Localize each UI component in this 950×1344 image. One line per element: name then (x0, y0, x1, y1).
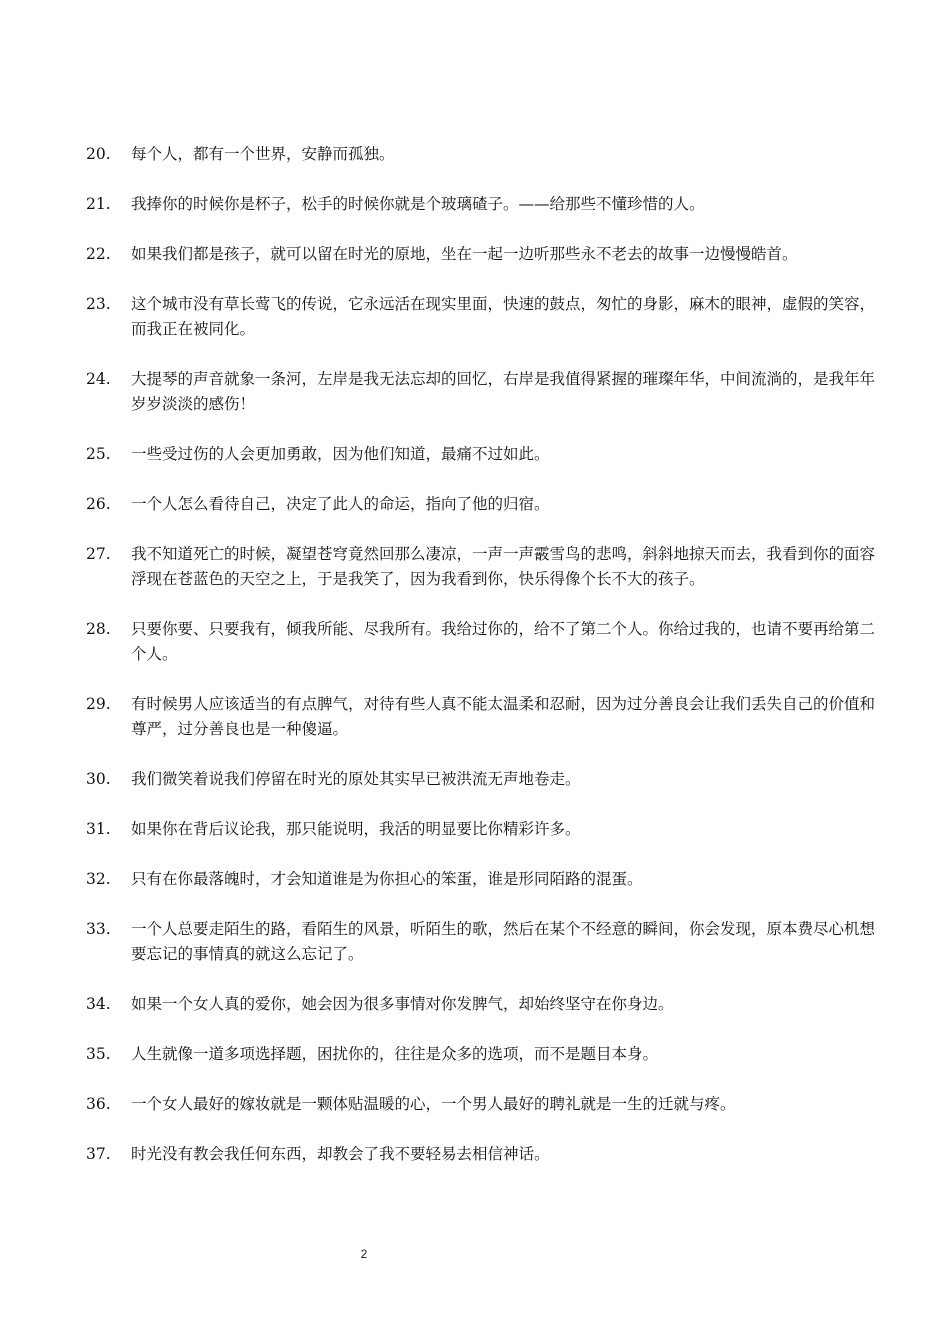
item-text: 如果我们都是孩子，就可以留在时光的原地，坐在一起一边听那些永不老去的故事一边慢慢皓首。 (131, 245, 798, 263)
list-item (86, 767, 876, 792)
list-item (86, 817, 876, 842)
item-text: 人生就像一道多项选择题，困扰你的，往往是众多的选项，而不是题目本身。 (131, 1045, 659, 1063)
list-item (86, 992, 876, 1017)
item-number: 29. (86, 695, 111, 713)
item-text: 这个城市没有草长莺飞的传说，它永远活在现实里面，快速的鼓点，匆忙的身影，麻木的眼神，虚假的笑容，而我正在被同化。 (131, 295, 876, 338)
item-text: 我们微笑着说我们停留在时光的原处其实早已被洪流无声地卷走。 (131, 770, 581, 788)
item-text: 只要你要、只要我有，倾我所能、尽我所有。我给过你的，给不了第二个人。你给过我的，也请不要再给第二个人。 (131, 620, 876, 663)
item-number: 36. (86, 1095, 111, 1113)
item-number: 26. (86, 495, 111, 513)
list-item (86, 492, 876, 517)
item-text: 我不知道死亡的时候，凝望苍穹竟然回那么凄凉，一声一声霰雪鸟的悲鸣，斜斜地掠天而去，我看到你的面容浮现在苍蓝色的天空之上，于是我笑了，因为我看到你，快乐得像个长不大的孩子。 (131, 545, 876, 588)
list-item (86, 367, 876, 417)
item-text: 有时候男人应该适当的有点脾气，对待有些人真不能太温柔和忍耐，因为过分善良会让我们丢失自己的价值和尊严，过分善良也是一种傻逼。 (131, 695, 876, 738)
item-text: 一些受过伤的人会更加勇敢，因为他们知道，最痛不过如此。 (131, 445, 550, 463)
item-number: 33. (86, 920, 111, 938)
item-number: 20. (86, 145, 111, 163)
item-number: 22. (86, 245, 111, 263)
item-number: 25. (86, 445, 111, 463)
item-text: 如果一个女人真的爱你，她会因为很多事情对你发脾气，却始终坚守在你身边。 (131, 995, 674, 1013)
item-number: 24. (86, 370, 111, 388)
list-item (86, 867, 876, 892)
list-item (86, 692, 876, 742)
list-item (86, 542, 876, 592)
item-number: 35. (86, 1045, 111, 1063)
item-text: 我捧你的时候你是杯子，松手的时候你就是个玻璃碴子。——给那些不懂珍惜的人。 (131, 195, 705, 213)
list-item (86, 242, 876, 267)
item-number: 21. (86, 195, 111, 213)
item-text: 如果你在背后议论我，那只能说明，我活的明显要比你精彩许多。 (131, 820, 581, 838)
list-item (86, 1142, 876, 1167)
item-text: 大提琴的声音就象一条河，左岸是我无法忘却的回忆，右岸是我值得紧握的璀璨年华，中间流淌的，是我年年岁岁淡淡的感伤！ (131, 370, 876, 413)
item-number: 31. (86, 820, 111, 838)
list-item (86, 1092, 876, 1117)
item-text: 每个人，都有一个世界，安静而孤独。 (131, 145, 395, 163)
item-number: 34. (86, 995, 111, 1013)
item-number: 23. (86, 295, 111, 313)
list-item (86, 617, 876, 667)
list-item (86, 917, 876, 967)
page-number: 2 (360, 1247, 368, 1261)
list-item (86, 442, 876, 467)
item-text: 只有在你最落魄时，才会知道谁是为你担心的笨蛋，谁是形同陌路的混蛋。 (131, 870, 643, 888)
item-number: 32. (86, 870, 111, 888)
item-number: 37. (86, 1145, 111, 1163)
item-text: 一个人总要走陌生的路，看陌生的风景，听陌生的歌，然后在某个不经意的瞬间，你会发现，原本费尽心机想要忘记的事情真的就这么忘记了。 (131, 920, 876, 963)
item-number: 28. (86, 620, 111, 638)
list-item (86, 1042, 876, 1067)
quote-list (86, 142, 876, 1192)
list-item (86, 192, 876, 217)
item-text: 一个人怎么看待自己，决定了此人的命运，指向了他的归宿。 (131, 495, 550, 513)
list-item (86, 292, 876, 342)
item-number: 30. (86, 770, 111, 788)
item-number: 27. (86, 545, 111, 563)
list-item (86, 142, 876, 167)
item-text: 时光没有教会我任何东西，却教会了我不要轻易去相信神话。 (131, 1145, 550, 1163)
item-text: 一个女人最好的嫁妆就是一颗体贴温暖的心，一个男人最好的聘礼就是一生的迁就与疼。 (131, 1095, 736, 1113)
